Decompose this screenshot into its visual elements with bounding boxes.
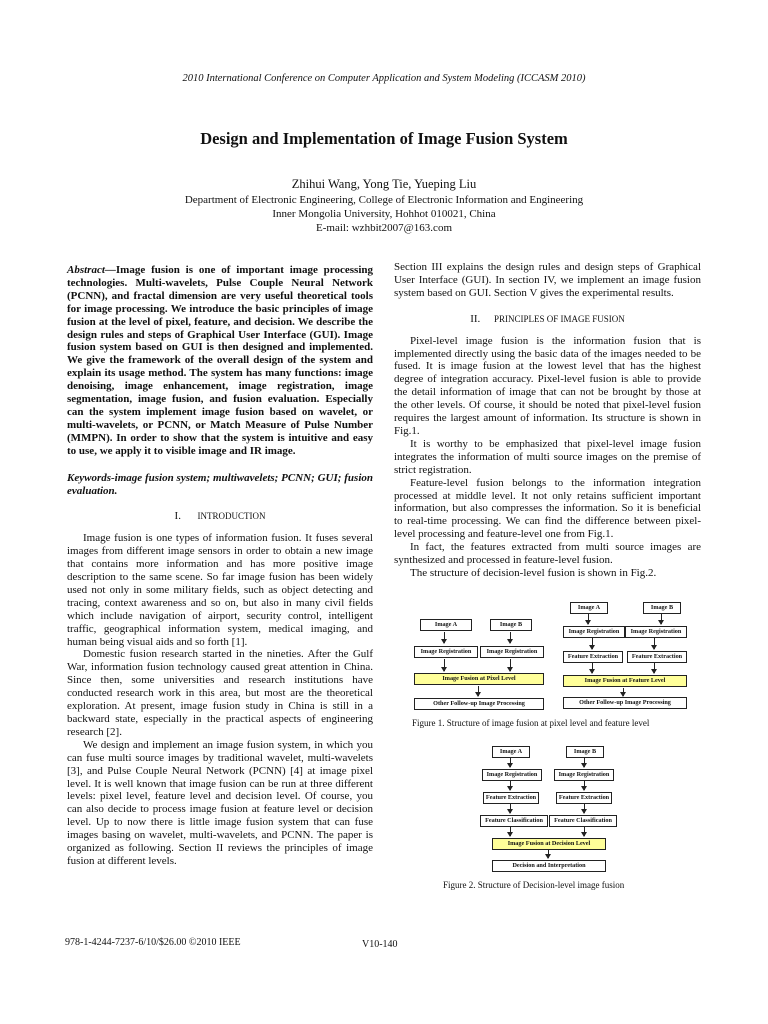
- figure-2-caption: Figure 2. Structure of Decision-level image fusion: [443, 880, 625, 890]
- intro-continuation: Section III explains the design rules and design steps of Graphical User Interface (GUI). In section IV, we implement an image fusion system based on GUI. Section V gives the experimental results.: [394, 261, 701, 299]
- abstract-text: Image fusion is one of important image processing technologies. Multi-wavelets, Pulse Couple Neural Network (PCNN), and fractal dimension are very useful theoretical tools for image processing. We introduce the basic principles of image fusion at the level of pixel, feature, and decision. We describe the design rules and steps of Graphical User Interface (GUI). Image fusion system based on GUI is then designed and implemented. We give the framework of the overall design of the system and explain its usage method. The system has many functions: image denoising, image enhancement, image registration, image segmentation, image fusion, and fusion evaluation. Especially can the system implement image fusion based on wavelet, or multi-wavelets, or PCNN, or Match Measure of Pulse Number (MMPN). In order to show that the system is intuitive and easy to use, we apply it to visible image and IR image.: [67, 264, 373, 457]
- fig2-image-a: Image A: [492, 746, 530, 758]
- conference-header: 2010 International Conference on Computer Application and System Modeling (ICCASM 2010): [182, 73, 586, 84]
- abstract-label: Abstract—: [67, 264, 116, 276]
- arrow: [510, 659, 511, 671]
- fig2-registration-b: Image Registration: [554, 769, 614, 781]
- section-number: II.: [470, 312, 481, 325]
- arrow: [510, 827, 511, 836]
- arrow: [592, 663, 593, 673]
- fig2-decision: Decision and Interpretation: [492, 860, 606, 872]
- arrow: [548, 850, 549, 858]
- principles-paragraph-4: In fact, the features extracted from multi source images are synthesized and processed in feature-level fusion.: [394, 541, 701, 567]
- email: E-mail: wzhbit2007@163.com: [316, 222, 452, 234]
- abstract: [67, 264, 373, 458]
- fig2-registration-a: Image Registration: [482, 769, 542, 781]
- fig1-feature-image-a: Image A: [570, 602, 608, 614]
- fig2-image-b: Image B: [566, 746, 604, 758]
- fig1-feature-extraction-a: Feature Extraction: [563, 651, 623, 663]
- arrow: [584, 804, 585, 813]
- fig1-feature-registration-a: Image Registration: [563, 626, 625, 638]
- fig2-fusion: Image Fusion at Decision Level: [492, 838, 606, 850]
- principles-paragraph-5: The structure of decision-level fusion is shown in Fig.2.: [410, 566, 657, 579]
- arrow: [510, 758, 511, 767]
- arrow: [444, 659, 445, 671]
- figure-1-caption: Figure 1. Structure of image fusion at pixel level and feature level: [412, 718, 650, 728]
- fig1-feature-other: Other Follow-up Image Processing: [563, 697, 687, 709]
- section-number: I.: [174, 510, 181, 523]
- intro-paragraph-1: Image fusion is one types of information fusion. It fuses several images from different image sensors in order to obtain a new image that contains more information and has more positive image description to the same scene. So far image fusion has been widely used not only in some military fields, such as object detecting and tracing, context awareness and so on, but also in many civil fields which include navigation of airport, security control, intelligent traffic, geographical information system, medical imaging, and human being visual aids and so forth [1].: [67, 532, 373, 648]
- arrow: [588, 614, 589, 624]
- fig1-pixel-fusion: Image Fusion at Pixel Level: [414, 673, 544, 685]
- arrow: [510, 781, 511, 790]
- fig1-feature-registration-b: Image Registration: [625, 626, 687, 638]
- arrow: [510, 804, 511, 813]
- principles-paragraph-2: It is worthy to be emphasized that pixel-level image fusion integrates the information of multi source images on the premise of strict registration.: [394, 437, 701, 476]
- left-column: [67, 264, 373, 868]
- footer-page-number: V10-140: [362, 939, 398, 950]
- arrow: [654, 638, 655, 649]
- arrow: [584, 758, 585, 767]
- principles-paragraph-3: Feature-level fusion belongs to the information integration processed at middle level. It not only retains sufficient important information, but also compresses the information. So it is beneficial to real-time processing. We can find the difference between pixel-level processing and feature-level one from Fig.1.: [394, 476, 701, 541]
- fig1-pixel-image-b: Image B: [490, 619, 532, 631]
- keywords: Keywords-image fusion system; multiwavelets; PCNN; GUI; fusion evaluation.: [67, 471, 373, 497]
- intro-paragraph-3: We design and implement an image fusion system, in which you can fuse multi source images by traditional wavelet, multi-wavelets [3], and Pulse Couple Neural Network (PCNN) [4] at image pixel level. It is well known that image fusion can be run at three different levels: pixel level, feature level and decision level. Of course, you can also decide to process image fusion at feature level or decision level. Up to now there is little image fusion system that can fuse images basing on wavelet, multi-wavelets, and PCNN. The paper is organized as following. Section II reviews the principles of image fusion at different levels.: [67, 738, 373, 867]
- arrow: [661, 614, 662, 624]
- footer-isbn: 978-1-4244-7237-6/10/$26.00 ©2010 IEEE: [65, 937, 241, 948]
- section-title: PRINCIPLES OF IMAGE FUSION: [494, 313, 625, 324]
- paper-title: Design and Implementation of Image Fusion System: [200, 129, 568, 148]
- arrow: [584, 827, 585, 836]
- fig1-pixel-other: Other Follow-up Image Processing: [414, 698, 544, 710]
- right-column: [394, 261, 701, 580]
- fig2-extraction-b: Feature Extraction: [556, 792, 612, 804]
- fig2-extraction-a: Feature Extraction: [483, 792, 539, 804]
- fig2-classification-a: Feature Classification: [480, 815, 548, 827]
- affiliation: [0, 193, 768, 235]
- arrow: [444, 632, 445, 643]
- section-heading-introduction: [67, 510, 373, 523]
- arrow: [592, 638, 593, 649]
- fig1-feature-extraction-b: Feature Extraction: [627, 651, 687, 663]
- fig1-pixel-registration-a: Image Registration: [414, 646, 478, 658]
- arrow: [623, 688, 624, 696]
- affiliation-line-2: Inner Mongolia University, Hohhot 010021, China: [272, 208, 496, 220]
- authors: Zhihui Wang, Yong Tie, Yueping Liu: [291, 177, 477, 191]
- principles-paragraph-1: Pixel-level image fusion is the information fusion that is implemented directly using the basic data of the images needed to be fused. It is image fusion at the lowest level that has the highest degree of integration accuracy. Pixel-level fusion is able to provide the detail information of image that can not be brought by those at the other levels. Of course, it should be noted that pixel-level fusion requires the largest amount of information. Its structure is shown in Fig.1.: [394, 334, 701, 437]
- section-title: INTRODUCTION: [197, 511, 266, 522]
- fig1-pixel-registration-b: Image Registration: [480, 646, 544, 658]
- arrow: [510, 632, 511, 643]
- arrow: [654, 663, 655, 673]
- fig2-classification-b: Feature Classification: [549, 815, 617, 827]
- fig1-feature-image-b: Image B: [643, 602, 681, 614]
- intro-paragraph-2: Domestic fusion research started in the nineties. After the Gulf War, information fusion technology caused great attention in China. Since then, some universities and research institutions have conducted research work in this area, but most are the theoretical exploration. At present, image fusion study in China is still in a backward state, especially in the practical aspects of engineering research [2].: [67, 648, 373, 738]
- arrow: [478, 686, 479, 696]
- section-heading-principles: [394, 313, 701, 326]
- fig1-feature-fusion: Image Fusion at Feature Level: [563, 675, 687, 687]
- affiliation-line-1: Department of Electronic Engineering, College of Electronic Information and Engineering: [184, 194, 584, 206]
- arrow: [584, 781, 585, 790]
- fig1-pixel-image-a: Image A: [420, 619, 472, 631]
